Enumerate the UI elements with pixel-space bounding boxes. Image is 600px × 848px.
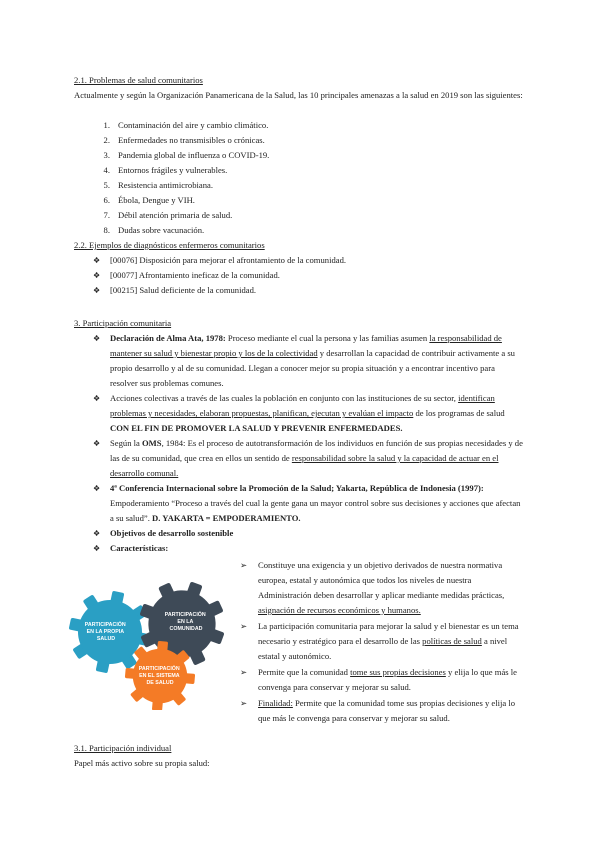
characteristics-list: [240, 558, 522, 727]
diamond-bullet-icon: ❖: [93, 529, 101, 538]
list-item: ❖ [00076] Disposición para mejorar el afrontamiento de la comunidad.: [74, 253, 524, 268]
list-item: ❖ Según la OMS, 1984: Es el proceso de autotransformación de los individuos en función de sus propias necesidades y de las de su comunidad, que crea en ellos un sentido de responsabilidad sobre la salud y la capacidad de actuar en el desarrollo comunal.: [93, 438, 523, 478]
list-item: 4. Entornos frágiles y vulnerables.: [103, 165, 228, 175]
heading-3-1: 3.1. Participación individual: [74, 743, 172, 753]
list-item: 8. Dudas sobre vacunación.: [103, 225, 205, 235]
list-item: ❖ Acciones colectivas a través de las cuales la población en conjunto con las instituciones de su sector, identifican problemas y necesidades, elaboran propuestas, planifican, ejecutan y evalúan el impacto de los programas de salud CON EL FIN DE PROMOVER LA SALUD Y PREVENIR ENFERMEDADES.: [93, 393, 505, 433]
diagnosis-list: [74, 253, 524, 298]
list-item: 5. Resistencia antimicrobiana.: [103, 180, 213, 190]
heading-3: 3. Participación comunitaria: [74, 318, 172, 328]
list-item: ❖ [00215] Salud deficiente de la comunidad.: [74, 283, 524, 298]
diamond-bullet-icon: ❖: [93, 439, 101, 448]
diamond-bullet-icon: ❖: [93, 334, 101, 343]
list-item: 3. Pandemia global de influenza o COVID-19.: [103, 150, 270, 160]
list-item: 6. Ébola, Dengue y VIH.: [103, 195, 195, 205]
list-item: 7. Débil atención primaria de salud.: [103, 210, 233, 220]
heading-2-2: 2.2. Ejemplos de diagnósticos enfermeros comunitarios: [74, 240, 265, 250]
diamond-bullet-icon: ❖: [93, 271, 101, 280]
list-item: ❖ 4ª Conferencia Internacional sobre la Promoción de la Salud; Yakarta, República de Indonesia (1997): Empoderamiento “Proceso a través del cual la gente gana un mayor control sobre sus decisiones y acciones que afectan a su salud”. D. YAKARTA = EMPODERAMIENTO.: [93, 483, 521, 523]
gear-own-health-label: PARTICIPACIÓN EN LA PROPIA SALUD: [84, 622, 126, 642]
list-item: 1. Contaminación del aire y cambio climático.: [103, 120, 269, 130]
intro-paragraph: Actualmente y según la Organización Panamericana de la Salud, las 10 principales amenazas a la salud en 2019 son las siguientes:: [74, 90, 523, 100]
arrow-bullet-icon: ➢: [240, 698, 248, 708]
list-item: ➢ Permite que la comunidad tome sus propias decisiones y elija lo que más le convenga para conservar y mejorar su salud.: [240, 667, 517, 692]
heading-2-1: 2.1. Problemas de salud comunitarios: [74, 75, 203, 85]
arrow-bullet-icon: ➢: [240, 560, 248, 570]
gears-diagram: [68, 580, 248, 710]
threats-list: [74, 118, 269, 238]
list-item: ➢ Constituye una exigencia y un objetivo derivados de nuestra normativa europea, estatal y autonómica que todos los niveles de nuestra Administración deben desarrollar y aplicar mediante medidas prácticas, asignación de recursos económicos y humanos.: [240, 560, 505, 615]
list-item: ❖ [00077] Afrontamiento ineficaz de la comunidad.: [74, 268, 524, 283]
diamond-bullet-icon: ❖: [93, 484, 101, 493]
list-item: 2. Enfermedades no transmisibles o crónicas.: [103, 135, 265, 145]
diamond-bullet-icon: ❖: [93, 286, 101, 295]
list-item: ❖ Declaración de Alma Ata, 1978: Proceso mediante el cual la persona y las familias asumen la responsabilidad de mantener su salud y bienestar propio y los de la colectividad y desarrollan la capacidad de contribuir activamente a su propio desarrollo y al de su comunidad. Llegan a conocer mejor su propia situación y a encontrar incentivo para resolver sus problemas comunes.: [93, 333, 515, 388]
list-item: ➢ La participación comunitaria para mejorar la salud y el bienestar es un tema necesario y estratégico para el desarrollo de las políticas de salud a nivel estatal y autonómico.: [240, 621, 519, 661]
gear-health-system-label: PARTICIPACIÓN EN EL SISTEMA DE SALUD: [138, 666, 180, 686]
list-item: ➢ Finalidad: Permite que la comunidad tome sus propias decisiones y elija lo que más le convenga para conservar y mejorar su salud.: [240, 698, 516, 723]
diamond-bullet-icon: ❖: [93, 544, 101, 553]
participation-list: [74, 331, 524, 556]
list-item: ❖ Objetivos de desarrollo sostenible: [74, 526, 524, 541]
arrow-bullet-icon: ➢: [240, 667, 248, 677]
list-item: ❖ Características:: [74, 541, 524, 556]
gear-community-label: PARTICIPACIÓN EN LA COMUNIDAD: [164, 612, 206, 632]
diamond-bullet-icon: ❖: [93, 394, 101, 403]
arrow-bullet-icon: ➢: [240, 621, 248, 631]
diamond-bullet-icon: ❖: [93, 256, 101, 265]
individual-participation-text: Papel más activo sobre su propia salud:: [74, 758, 210, 768]
